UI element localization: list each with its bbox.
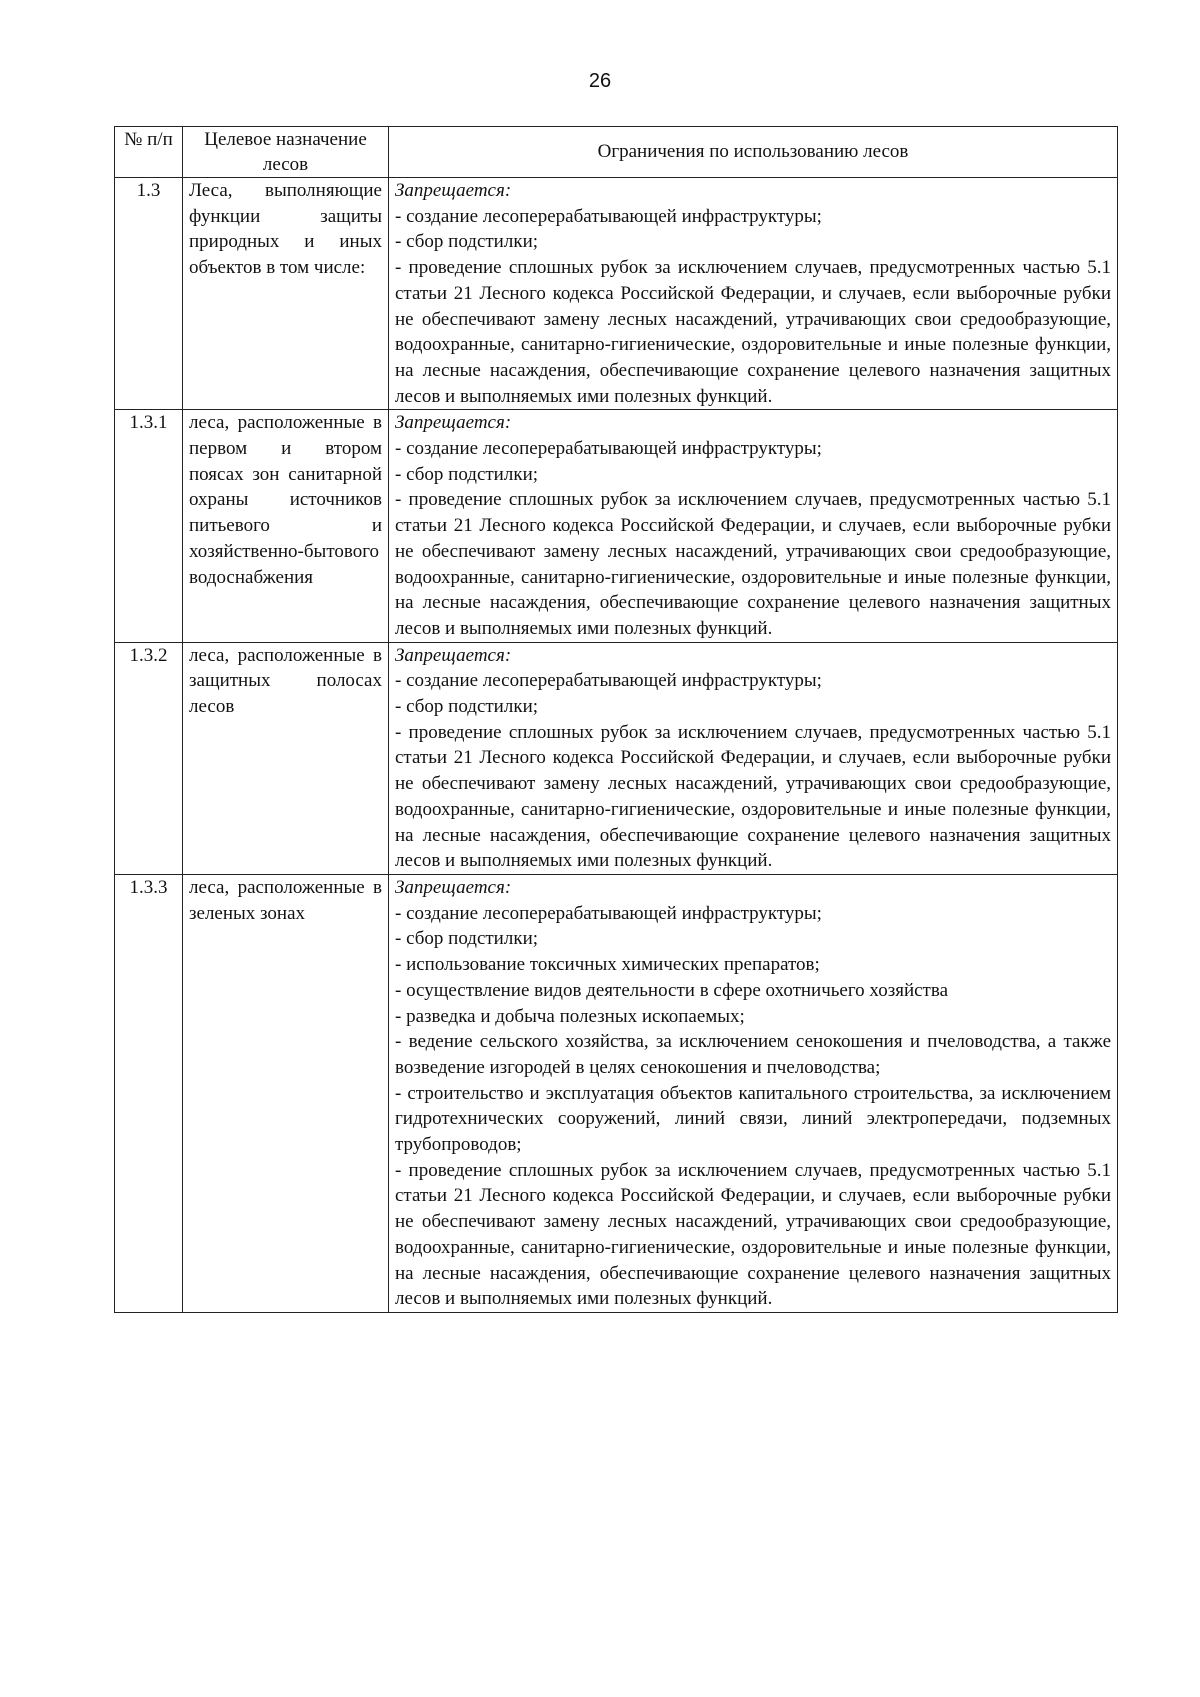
row-purpose: леса, расположенные в защитных полосах лесов: [183, 642, 389, 874]
row-restrictions: [389, 874, 1118, 1312]
table-header-row: [115, 127, 1118, 178]
row-number: 1.3.1: [115, 410, 183, 642]
row-number: 1.3: [115, 178, 183, 410]
forest-restrictions-table: [114, 126, 1118, 1313]
table-row: [115, 410, 1118, 642]
restrictions-heading: Запрещается:: [395, 644, 512, 666]
restriction-item: - сбор подстилки;: [395, 231, 539, 253]
table-row: [115, 874, 1118, 1312]
restriction-item: - проведение сплошных рубок за исключением случаев, предусмотренных частью 5.1 статьи 21 Лесного кодекса Российской Федерации, и случаев, если выборочные рубки не обеспечивают замену лесных насаждений, утрачивающих свои средообразующие, водоохранные, санитарно-гигиенические, оздоровительные и иные полезные функции, на лесные насаждения, обеспечивающие сохранение целевого назначения защитных лесов и выполняемых ими полезных функций.: [395, 721, 1111, 872]
restrictions-heading: Запрещается:: [395, 876, 512, 898]
row-number: 1.3.3: [115, 874, 183, 1312]
restriction-item: - проведение сплошных рубок за исключением случаев, предусмотренных частью 5.1 статьи 21 Лесного кодекса Российской Федерации, и случаев, если выборочные рубки не обеспечивают замену лесных насаждений, утрачивающих свои средообразующие, водоохранные, санитарно-гигиенические, оздоровительные и иные полезные функции, на лесные насаждения, обеспечивающие сохранение целевого назначения защитных лесов и выполняемых ими полезных функций.: [395, 489, 1111, 639]
restriction-item: - проведение сплошных рубок за исключением случаев, предусмотренных частью 5.1 статьи 21 Лесного кодекса Российской Федерации, и случаев, если выборочные рубки не обеспечивают замену лесных насаждений, утрачивающих свои средообразующие, водоохранные, санитарно-гигиенические, оздоровительные и иные полезные функции, на лесные насаждения, обеспечивающие сохранение целевого назначения защитных лесов и выполняемых ими полезных функций.: [395, 1159, 1111, 1310]
restriction-item: - сбор подстилки;: [395, 463, 539, 485]
restriction-item: - использование токсичных химических препаратов;: [395, 954, 820, 976]
row-restrictions: [389, 178, 1118, 410]
restriction-item: - сбор подстилки;: [395, 696, 539, 718]
row-purpose: Леса, выполняющие функции защиты природных и иных объектов в том числе:: [183, 178, 389, 410]
restriction-item: - строительство и эксплуатация объектов капитального строительства, за исключением гидротехнических сооружений, линий связи, линий электропередачи, подземных трубопроводов;: [395, 1082, 1111, 1156]
row-purpose: леса, расположенные в зеленых зонах: [183, 874, 389, 1312]
row-restrictions: [389, 410, 1118, 642]
table-row: [115, 642, 1118, 874]
restrictions-heading: Запрещается:: [395, 180, 512, 201]
restriction-item: - проведение сплошных рубок за исключением случаев, предусмотренных частью 5.1 статьи 21 Лесного кодекса Российской Федерации, и случаев, если выборочные рубки не обеспечивают замену лесных насаждений, утрачивающих свои средообразующие, водоохранные, санитарно-гигиенические, оздоровительные и иные полезные функции, на лесные насаждения, обеспечивающие сохранение целевого назначения защитных лесов и выполняемых ими полезных функций.: [395, 257, 1111, 407]
table-row: [115, 178, 1118, 410]
row-purpose: леса, расположенные в первом и втором поясах зон санитарной охраны источников питьевого и хозяйственно-бытового водоснабжения: [183, 410, 389, 642]
restrictions-heading: Запрещается:: [395, 412, 512, 434]
row-number: 1.3.2: [115, 642, 183, 874]
header-purpose: Целевое назначение лесов: [183, 127, 389, 178]
page-number: 26: [588, 70, 612, 92]
restriction-item: - ведение сельского хозяйства, за исключением сенокошения и пчеловодства, а также возведение изгородей в целях сенокошения и пчеловодства;: [395, 1031, 1111, 1078]
restriction-item: - сбор подстилки;: [395, 928, 539, 950]
row-restrictions: [389, 642, 1118, 874]
header-restrictions: Ограничения по использованию лесов: [389, 127, 1118, 178]
restriction-item: - разведка и добыча полезных ископаемых;: [395, 1005, 745, 1027]
header-number: № п/п: [115, 127, 183, 178]
restriction-item: - создание лесоперерабатывающей инфраструктуры;: [395, 438, 822, 460]
restriction-item: - создание лесоперерабатывающей инфраструктуры;: [395, 670, 822, 692]
restriction-item: - осуществление видов деятельности в сфере охотничьего хозяйства: [395, 979, 949, 1001]
restriction-item: - создание лесоперерабатывающей инфраструктуры;: [395, 902, 822, 924]
restriction-item: - создание лесоперерабатывающей инфраструктуры;: [395, 205, 822, 227]
